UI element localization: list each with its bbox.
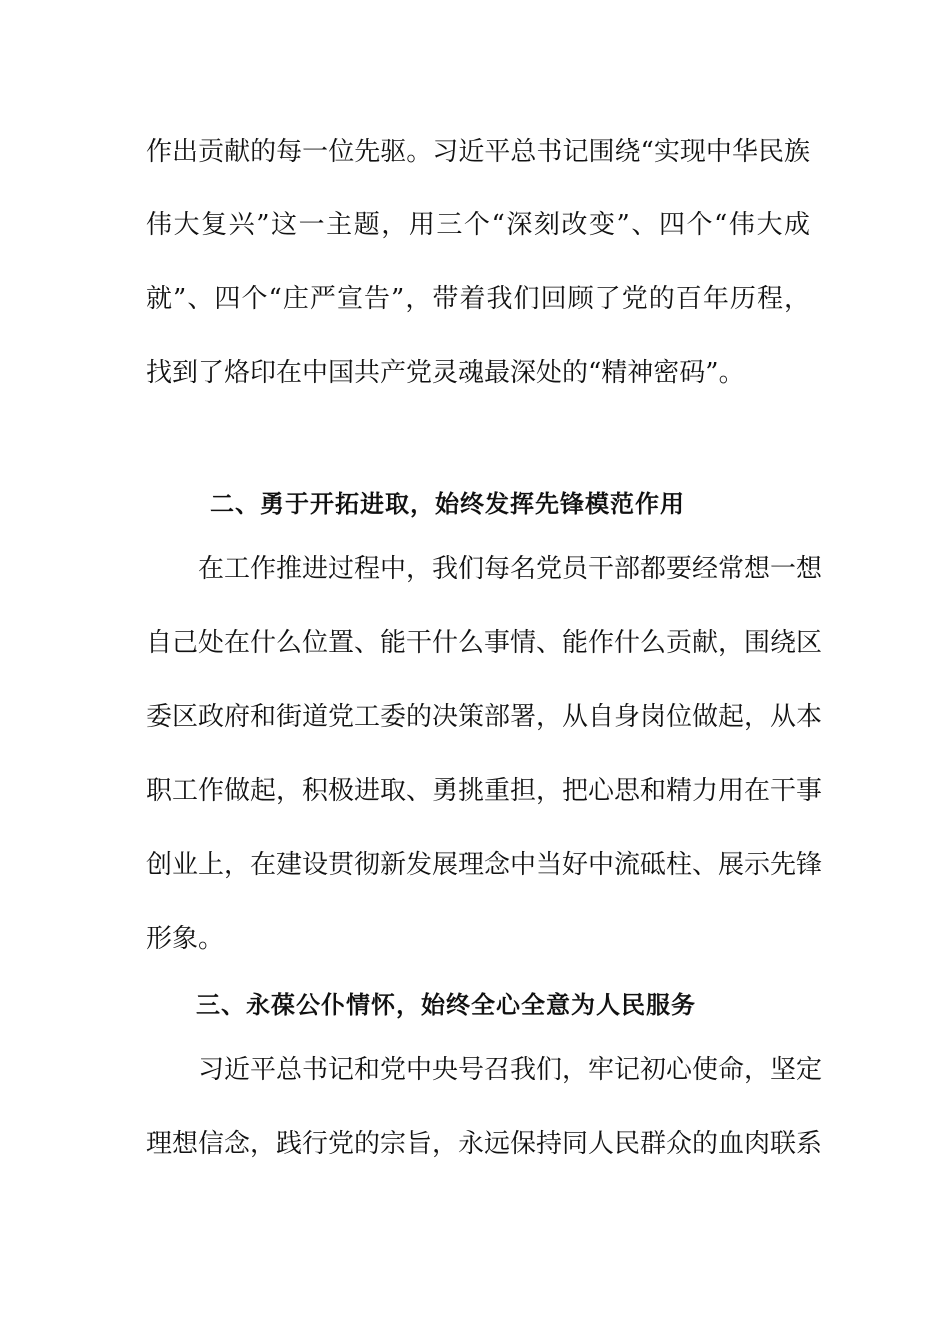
paragraph-3-line-2: 理想信念，践行党的宗旨，永远保持同人民群众的血肉联系 [146,1129,823,1159]
paragraph-1-line-4: 找到了烙印在中国共产党灵魂最深处的“精神密码”。 [146,358,745,388]
paragraph-2-line-2: 自己处在什么位置、能干什么事情、能作什么贡献，围绕区 [146,628,823,658]
paragraph-1-line-1: 作出贡献的每一位先驱。习近平总书记围绕“实现中华民族 [146,137,810,167]
paragraph-2-line-5: 创业上，在建设贯彻新发展理念中当好中流砥柱、展示先锋 [146,850,823,880]
paragraph-3-line-1: 习近平总书记和党中央号召我们，牢记初心使命，坚定 [198,1055,823,1085]
section-heading-2: 二、勇于开拓进取，始终发挥先锋模范作用 [210,490,685,518]
paragraph-2-line-6: 形象。 [146,924,225,954]
paragraph-1-line-3: 就”、四个“庄严宣告”，带着我们回顾了党的百年历程， [146,284,810,314]
section-heading-3: 三、永葆公仆情怀，始终全心全意为人民服务 [196,991,696,1019]
paragraph-1-line-2: 伟大复兴”这一主题，用三个“深刻改变”、四个“伟大成 [146,210,810,240]
paragraph-2-line-1: 在工作推进过程中，我们每名党员干部都要经常想一想 [198,554,823,584]
paragraph-2-line-4: 职工作做起，积极进取、勇挑重担，把心思和精力用在干事 [146,776,823,806]
paragraph-2-line-3: 委区政府和街道党工委的决策部署，从自身岗位做起，从本 [146,702,823,732]
